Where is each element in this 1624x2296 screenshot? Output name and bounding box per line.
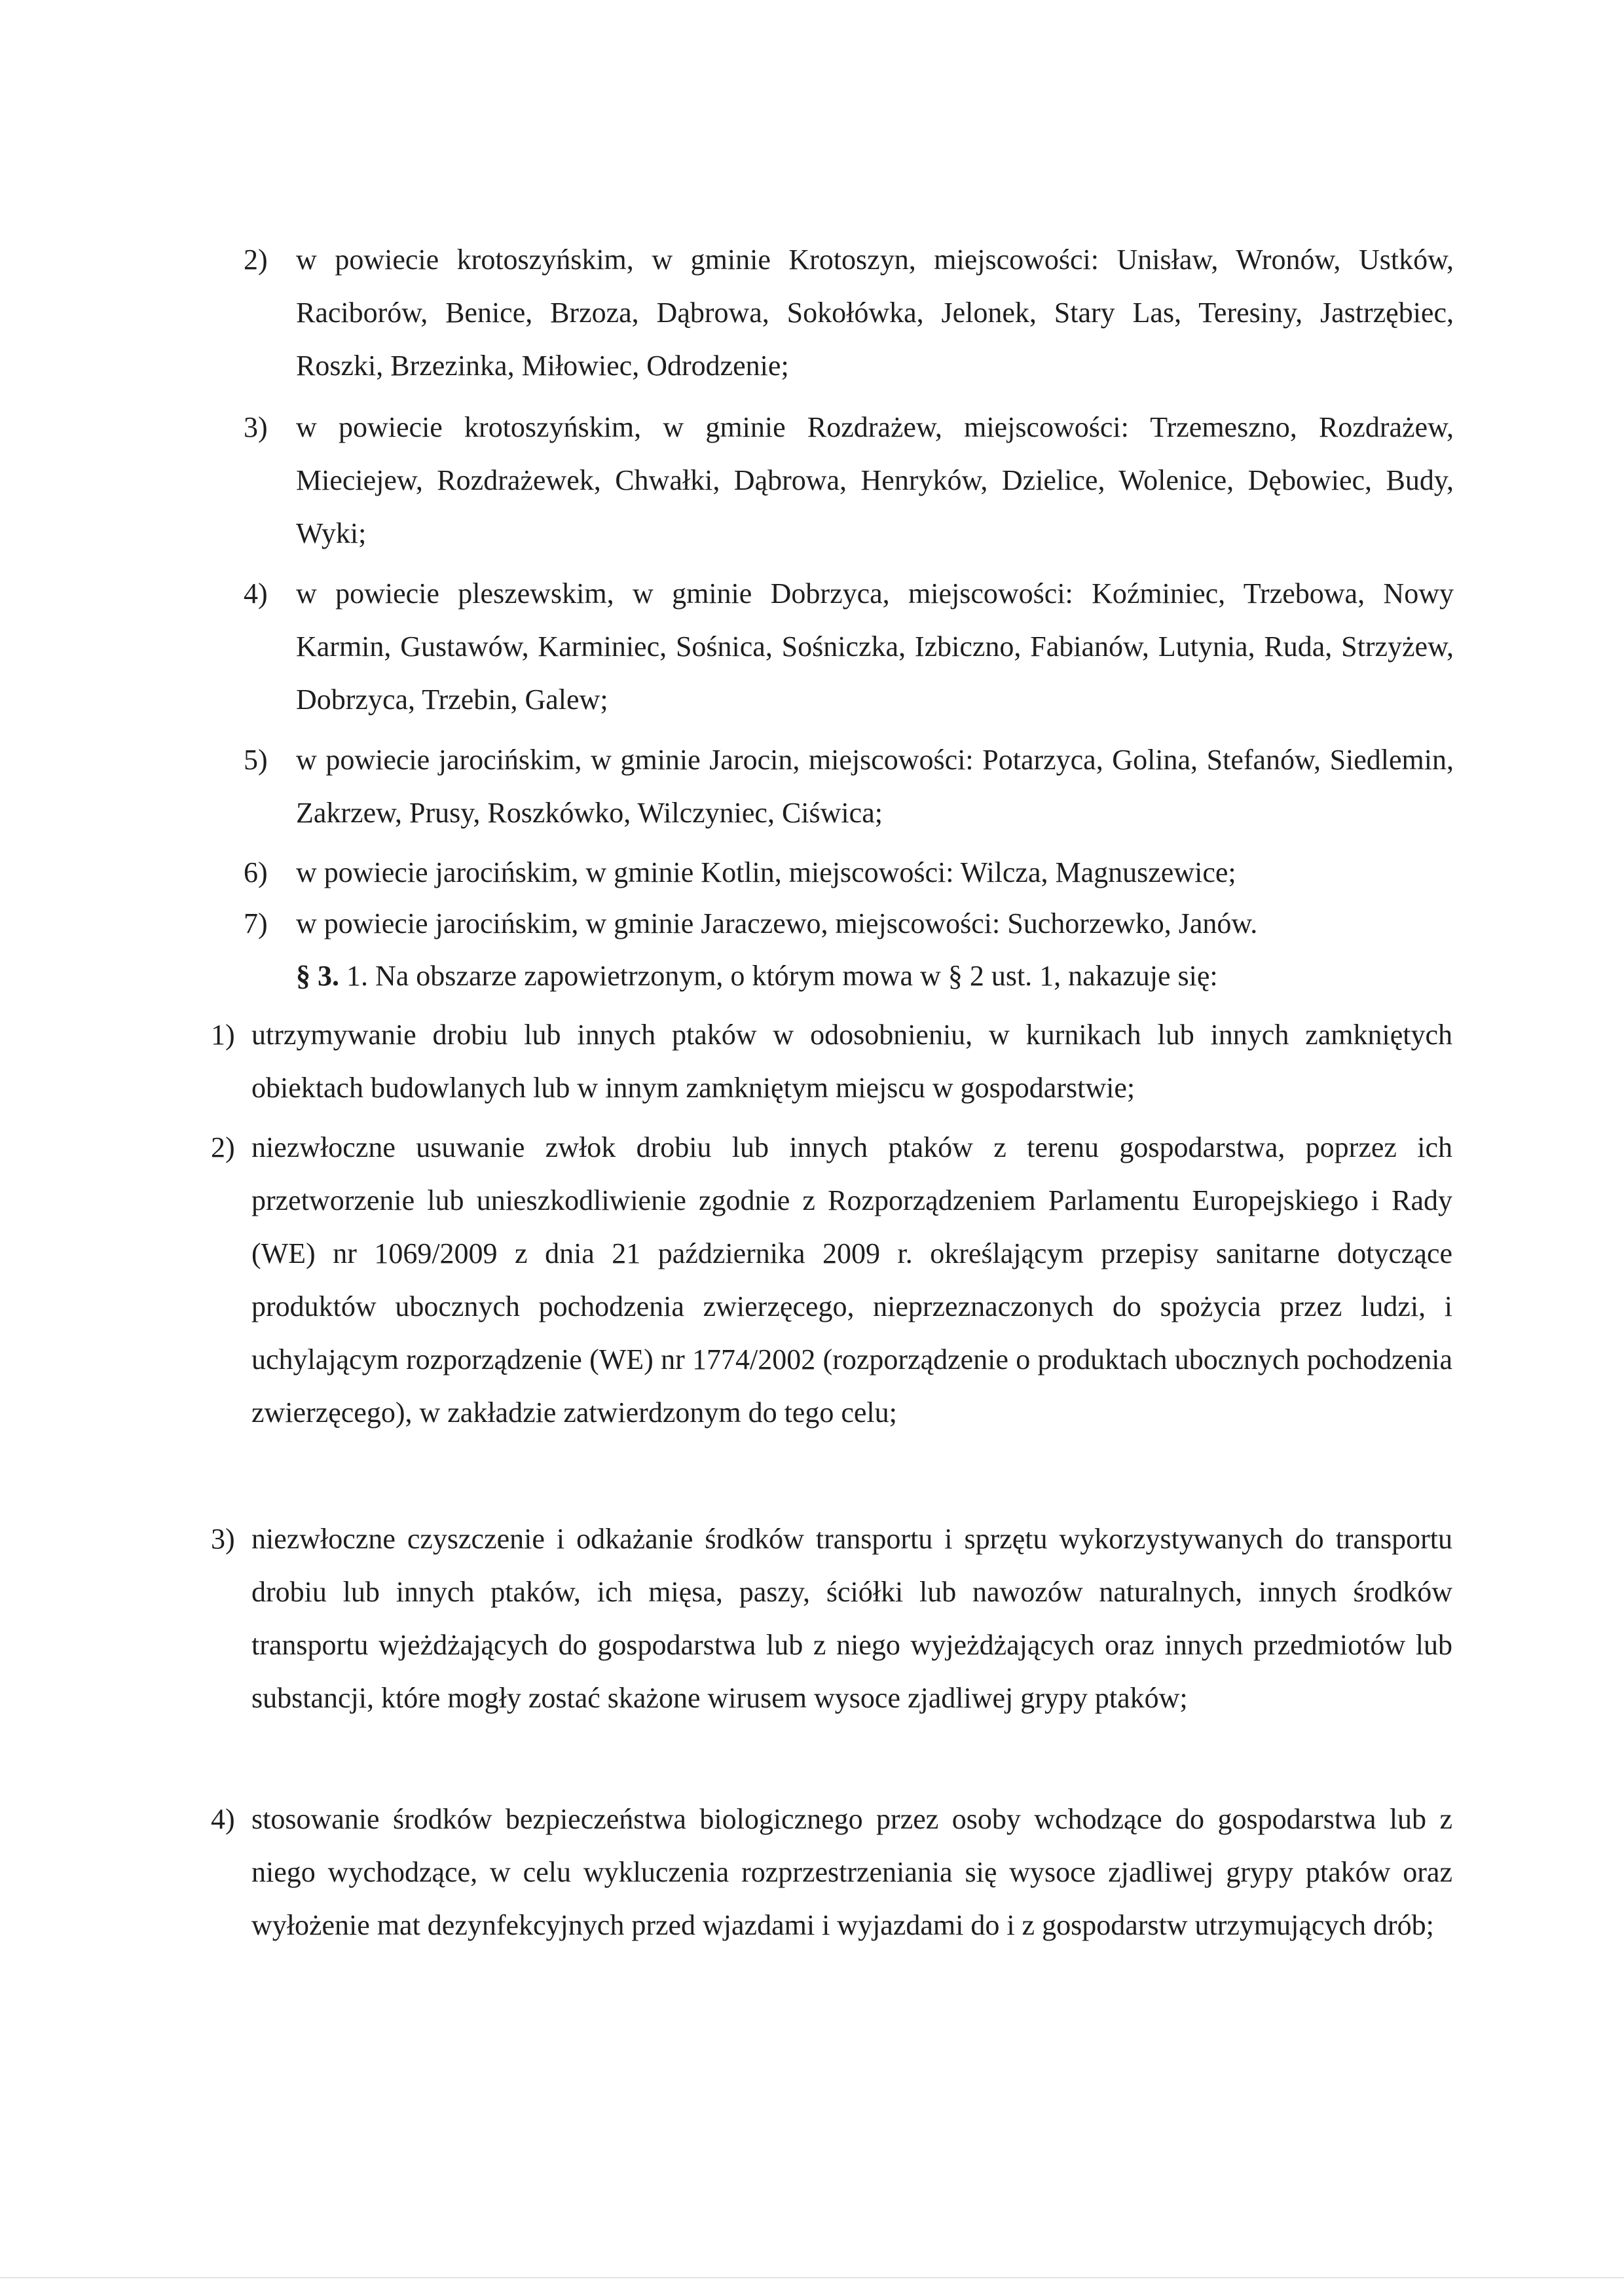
- list-item-text: niezwłoczne czyszczenie i odkażanie środków transportu i sprzętu wykorzystywanych do transportu drobiu lub innych ptaków, ich mięsa, paszy, ściółki lub nawozów naturalnych, innych środków transportu wjeżdżających do gospodarstwa lub z niego wyjeżdżających oraz innych przedmiotów lub substancji, które mogły zostać skażone wirusem wysoce zjadliwej grypy ptaków;: [251, 1523, 1452, 1714]
- list-item: [211, 1121, 1452, 1439]
- list-item-text: w powiecie krotoszyńskim, w gminie Krotoszyn, miejscowości: Unisław, Wronów, Ustków, Raciborów, Benice, Brzoza, Dąbrowa, Sokołówka, Jelonek, Stary Las, Teresiny, Jastrzębiec, Roszki, Brzezinka, Miłowiec, Odrodzenie;: [296, 244, 1454, 382]
- list-item: [211, 1512, 1452, 1724]
- list-item: [244, 567, 1454, 726]
- list-item: [244, 401, 1454, 560]
- list-item-number: 2): [211, 1131, 235, 1163]
- list-item-text: utrzymywanie drobiu lub innych ptaków w odosobnieniu, w kurnikach lub innych zamkniętych obiektach budowlanych lub w innym zamkniętym miejscu w gospodarstwie;: [251, 1019, 1452, 1104]
- list-item-text: w powiecie jarocińskim, w gminie Jaraczewo, miejscowości: Suchorzewko, Janów.: [296, 907, 1258, 939]
- list-item-text: w powiecie krotoszyńskim, w gminie Rozdrażew, miejscowości: Trzemeszno, Rozdrażew, Mieciejew, Rozdrażewek, Chwałki, Dąbrowa, Henryków, Dzielice, Wolenice, Dębowiec, Budy, Wyki;: [296, 411, 1454, 549]
- list-item: [211, 1793, 1452, 1952]
- list-item: [211, 1008, 1452, 1114]
- list-item-number: 5): [244, 744, 268, 776]
- list-item-number: 2): [244, 244, 268, 276]
- section-mark: § 3.: [296, 960, 339, 992]
- list-item-number: 3): [211, 1523, 235, 1555]
- list-item-text: w powiecie jarocińskim, w gminie Jarocin, miejscowości: Potarzyca, Golina, Stefanów, Siedlemin, Zakrzew, Prusy, Roszkówko, Wilczyniec, Ciświca;: [296, 744, 1454, 829]
- list-item: [244, 233, 1454, 392]
- section-paragraph: [296, 949, 1218, 1002]
- list-item: [244, 846, 1454, 899]
- list-item-number: 4): [244, 577, 268, 610]
- list-item-text: stosowanie środków bezpieczeństwa biologicznego przez osoby wchodzące do gospodarstwa lub z niego wychodzące, w celu wykluczenia rozprzestrzeniania się wysoce zjadliwej grypy ptaków oraz wyłożenie mat dezynfekcyjnych przed wjazdami i wyjazdami do i z gospodarstw utrzymujących drób;: [251, 1803, 1452, 1941]
- list-item-number: 3): [244, 411, 268, 443]
- list-item-text: niezwłoczne usuwanie zwłok drobiu lub innych ptaków z terenu gospodarstwa, poprzez ich przetworzenie lub unieszkodliwienie zgodnie z Rozporządzeniem Parlamentu Europejskiego i Rady (WE) nr 1069/2009 z dnia 21 października 2009 r. określającym przepisy sanitarne dotyczące produktów ubocznych pochodzenia zwierzęcego, nieprzeznaczonych do spożycia przez ludzi, i uchylającym rozporządzenie (WE) nr 1774/2002 (rozporządzenie o produktach ubocznych pochodzenia zwierzęcego), w zakładzie zatwierdzonym do tego celu;: [251, 1131, 1452, 1429]
- list-item-text: w powiecie pleszewskim, w gminie Dobrzyca, miejscowości: Koźminiec, Trzebowa, Nowy Karmin, Gustawów, Karminiec, Sośnica, Sośniczka, Izbiczno, Fabianów, Lutynia, Ruda, Strzyżew, Dobrzyca, Trzebin, Galew;: [296, 577, 1454, 716]
- list-item-number: 1): [211, 1019, 235, 1051]
- list-item-number: 6): [244, 856, 268, 888]
- section-intro: 1. Na obszarze zapowietrzonym, o którym mowa w § 2 ust. 1, nakazuje się:: [339, 960, 1218, 992]
- list-item: [244, 897, 1454, 950]
- list-item-text: w powiecie jarocińskim, w gminie Kotlin, miejscowości: Wilcza, Magnuszewice;: [296, 856, 1236, 888]
- scan-edge-line: [0, 2277, 1624, 2278]
- list-item-number: 7): [244, 907, 268, 939]
- list-item-number: 4): [211, 1803, 235, 1835]
- list-item: [244, 733, 1454, 839]
